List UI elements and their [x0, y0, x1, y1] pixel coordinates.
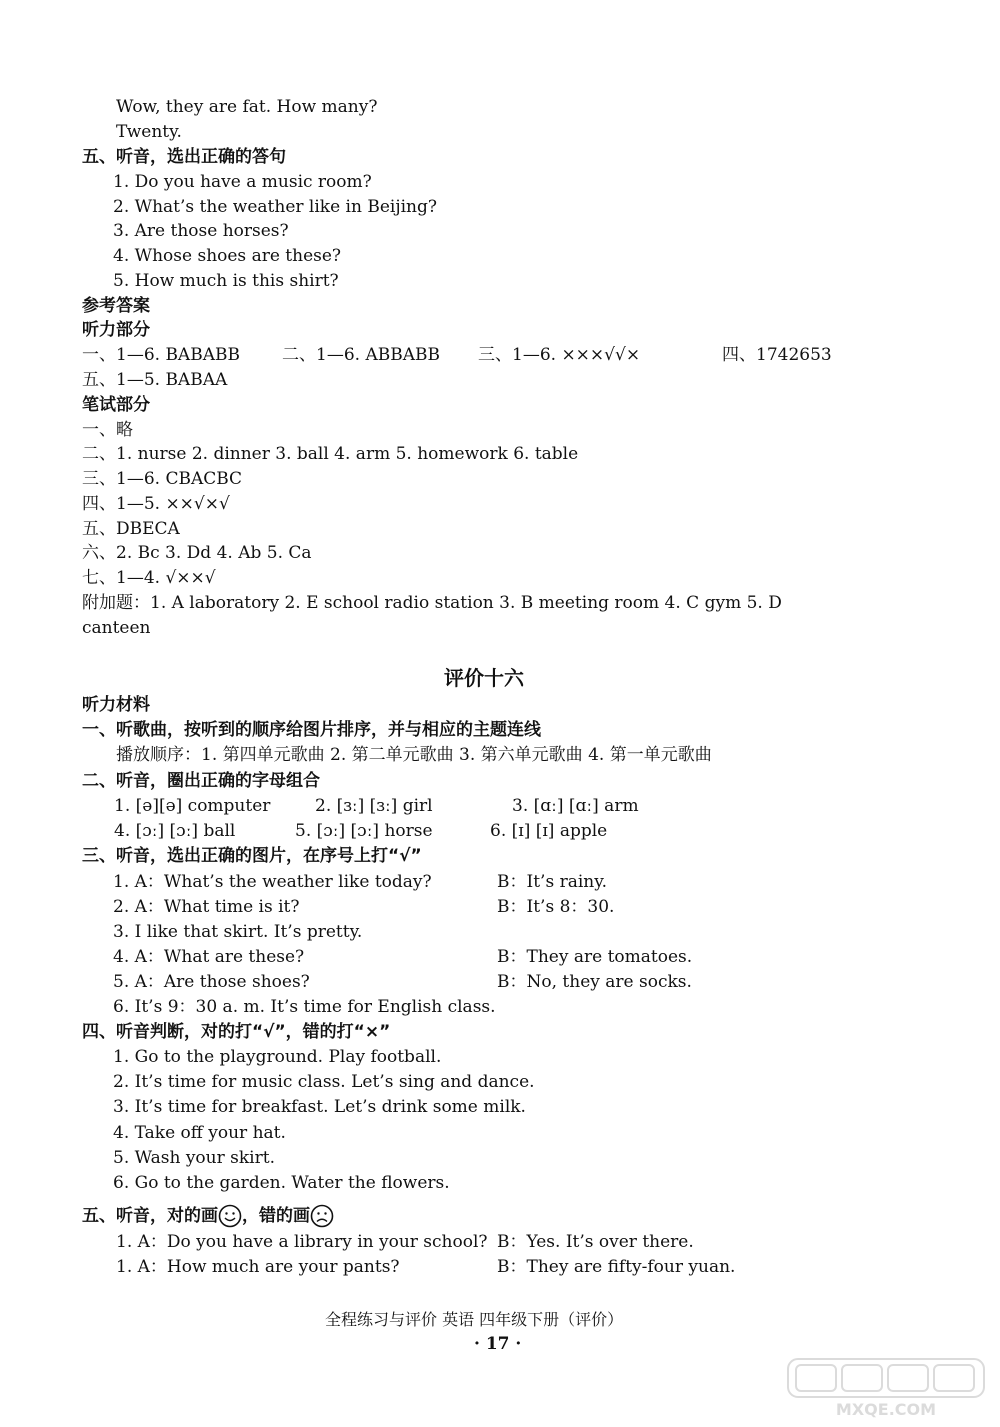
dialogue-a: 3. I like that skirt. It’s pretty. — [113, 922, 363, 942]
list-item: 6. Go to the garden. Water the flowers. — [113, 1173, 450, 1193]
materials-heading: 听力材料 — [82, 695, 150, 715]
list-item: 2. It’s time for music class. Let’s sing and dance. — [113, 1072, 535, 1092]
sad-face-icon — [310, 1204, 334, 1228]
dialogue-b: B：It’s rainy. — [497, 872, 607, 892]
dialogue-a: 2. A：What time is it? — [113, 897, 300, 917]
answer-line: 三、1—6. CBACBC — [82, 469, 243, 489]
answer-line: 二、1. nurse 2. dinner 3. ball 4. arm 5. homework 6. table — [82, 444, 579, 464]
list-item: 4. Whose shoes are these? — [113, 246, 342, 266]
list-item: 2. What’s the weather like in Beijing? — [113, 197, 437, 217]
phonics-item: 1. [ə][ə] computer — [114, 796, 271, 816]
phonics-item: 4. [ɔː] [ɔː] ball — [114, 821, 236, 841]
phonics-item: 6. [ɪ] [ɪ] apple — [490, 821, 608, 841]
question-heading: 一、听歌曲，按听到的顺序给图片排序，并与相应的主题连线 — [82, 720, 541, 740]
list-item: 1. Do you have a music room? — [113, 172, 372, 192]
smiley-face-icon — [218, 1204, 242, 1228]
footer-text: 全程练习与评价 英语 四年级下册（评价） — [325, 1310, 624, 1329]
answers-heading: 参考答案 — [82, 296, 150, 316]
question-heading — [82, 1204, 334, 1228]
question-heading: 三、听音，选出正确的图片，在序号上打“√” — [82, 846, 422, 866]
dialogue-b: B：Yes. It’s over there. — [497, 1232, 694, 1252]
dialogue-line: Wow, they are fat. How many? — [116, 97, 378, 117]
question-heading: 四、听音判断，对的打“√”，错的打“×” — [82, 1022, 391, 1042]
dialogue-a: 1. A：What’s the weather like today? — [113, 872, 432, 892]
listening-part-heading: 听力部分 — [82, 320, 150, 340]
answer-line: 一、1—6. BABABB — [82, 345, 240, 365]
dialogue-b: B：They are tomatoes. — [497, 947, 693, 967]
list-item: 1. Go to the playground. Play football. — [113, 1047, 442, 1067]
question-heading: 二、听音，圈出正确的字母组合 — [82, 771, 320, 791]
answer-line: 五、1—5. BABAA — [82, 370, 228, 390]
dialogue-b: B：It’s 8：30. — [497, 897, 615, 917]
dialogue-b: B：They are fifty-four yuan. — [497, 1257, 736, 1277]
dialogue-b: B：No, they are socks. — [497, 972, 692, 992]
answer-line: 三、1—6. ×××√√× — [478, 345, 641, 365]
answer-line: 七、1—4. √××√ — [82, 568, 216, 588]
watermark-logo-icon — [786, 1357, 986, 1419]
phonics-item: 2. [ɜː] [ɜː] girl — [315, 796, 433, 816]
list-item: 3. Are those horses? — [113, 221, 289, 241]
list-item: 3. It’s time for breakfast. Let’s drink some milk. — [113, 1097, 526, 1117]
dialogue-a: 1. A：How much are your pants? — [116, 1257, 400, 1277]
dialogue-line: Twenty. — [116, 122, 182, 142]
list-item: 5. How much is this shirt? — [113, 271, 339, 291]
written-part-heading: 笔试部分 — [82, 395, 150, 415]
dialogue-a: 5. A：Are those shoes? — [113, 972, 310, 992]
list-item: 5. Wash your skirt. — [113, 1148, 275, 1168]
answer-line: 六、2. Bc 3. Dd 4. Ab 5. Ca — [82, 543, 312, 563]
answer-line: 四、1742653 — [722, 345, 832, 365]
page-number: · 17 · — [474, 1334, 522, 1354]
list-item: 4. Take off your hat. — [113, 1123, 286, 1143]
bonus-answer-continued: canteen — [82, 618, 151, 638]
play-order-line: 播放顺序：1. 第四单元歌曲 2. 第二单元歌曲 3. 第六单元歌曲 4. 第一单元歌曲 — [116, 745, 712, 765]
heading-part: 五、听音，对的画 — [82, 1206, 218, 1226]
dialogue-a: 6. It’s 9：30 a. m. It’s time for English class. — [113, 997, 496, 1017]
answer-line: 四、1—5. ××√×√ — [82, 494, 230, 514]
phonics-item: 5. [ɔː] [ɔː] horse — [295, 821, 433, 841]
answer-line: 一、略 — [82, 420, 133, 440]
watermark-text: MXQE.COM — [835, 1400, 937, 1419]
phonics-item: 3. [ɑː] [ɑː] arm — [512, 796, 639, 816]
section-title: 评价十六 — [444, 666, 524, 690]
answer-line: 二、1—6. ABBABB — [282, 345, 440, 365]
section-heading: 五、听音，选出正确的答句 — [82, 147, 286, 167]
bonus-answer-line: 附加题：1. A laboratory 2. E school radio station 3. B meeting room 4. C gym 5. D — [82, 593, 782, 613]
dialogue-a: 4. A：What are these? — [113, 947, 305, 967]
heading-part: ，错的画 — [242, 1206, 310, 1226]
answer-line: 五、DBECA — [82, 519, 180, 539]
dialogue-a: 1. A：Do you have a library in your school? — [116, 1232, 488, 1252]
